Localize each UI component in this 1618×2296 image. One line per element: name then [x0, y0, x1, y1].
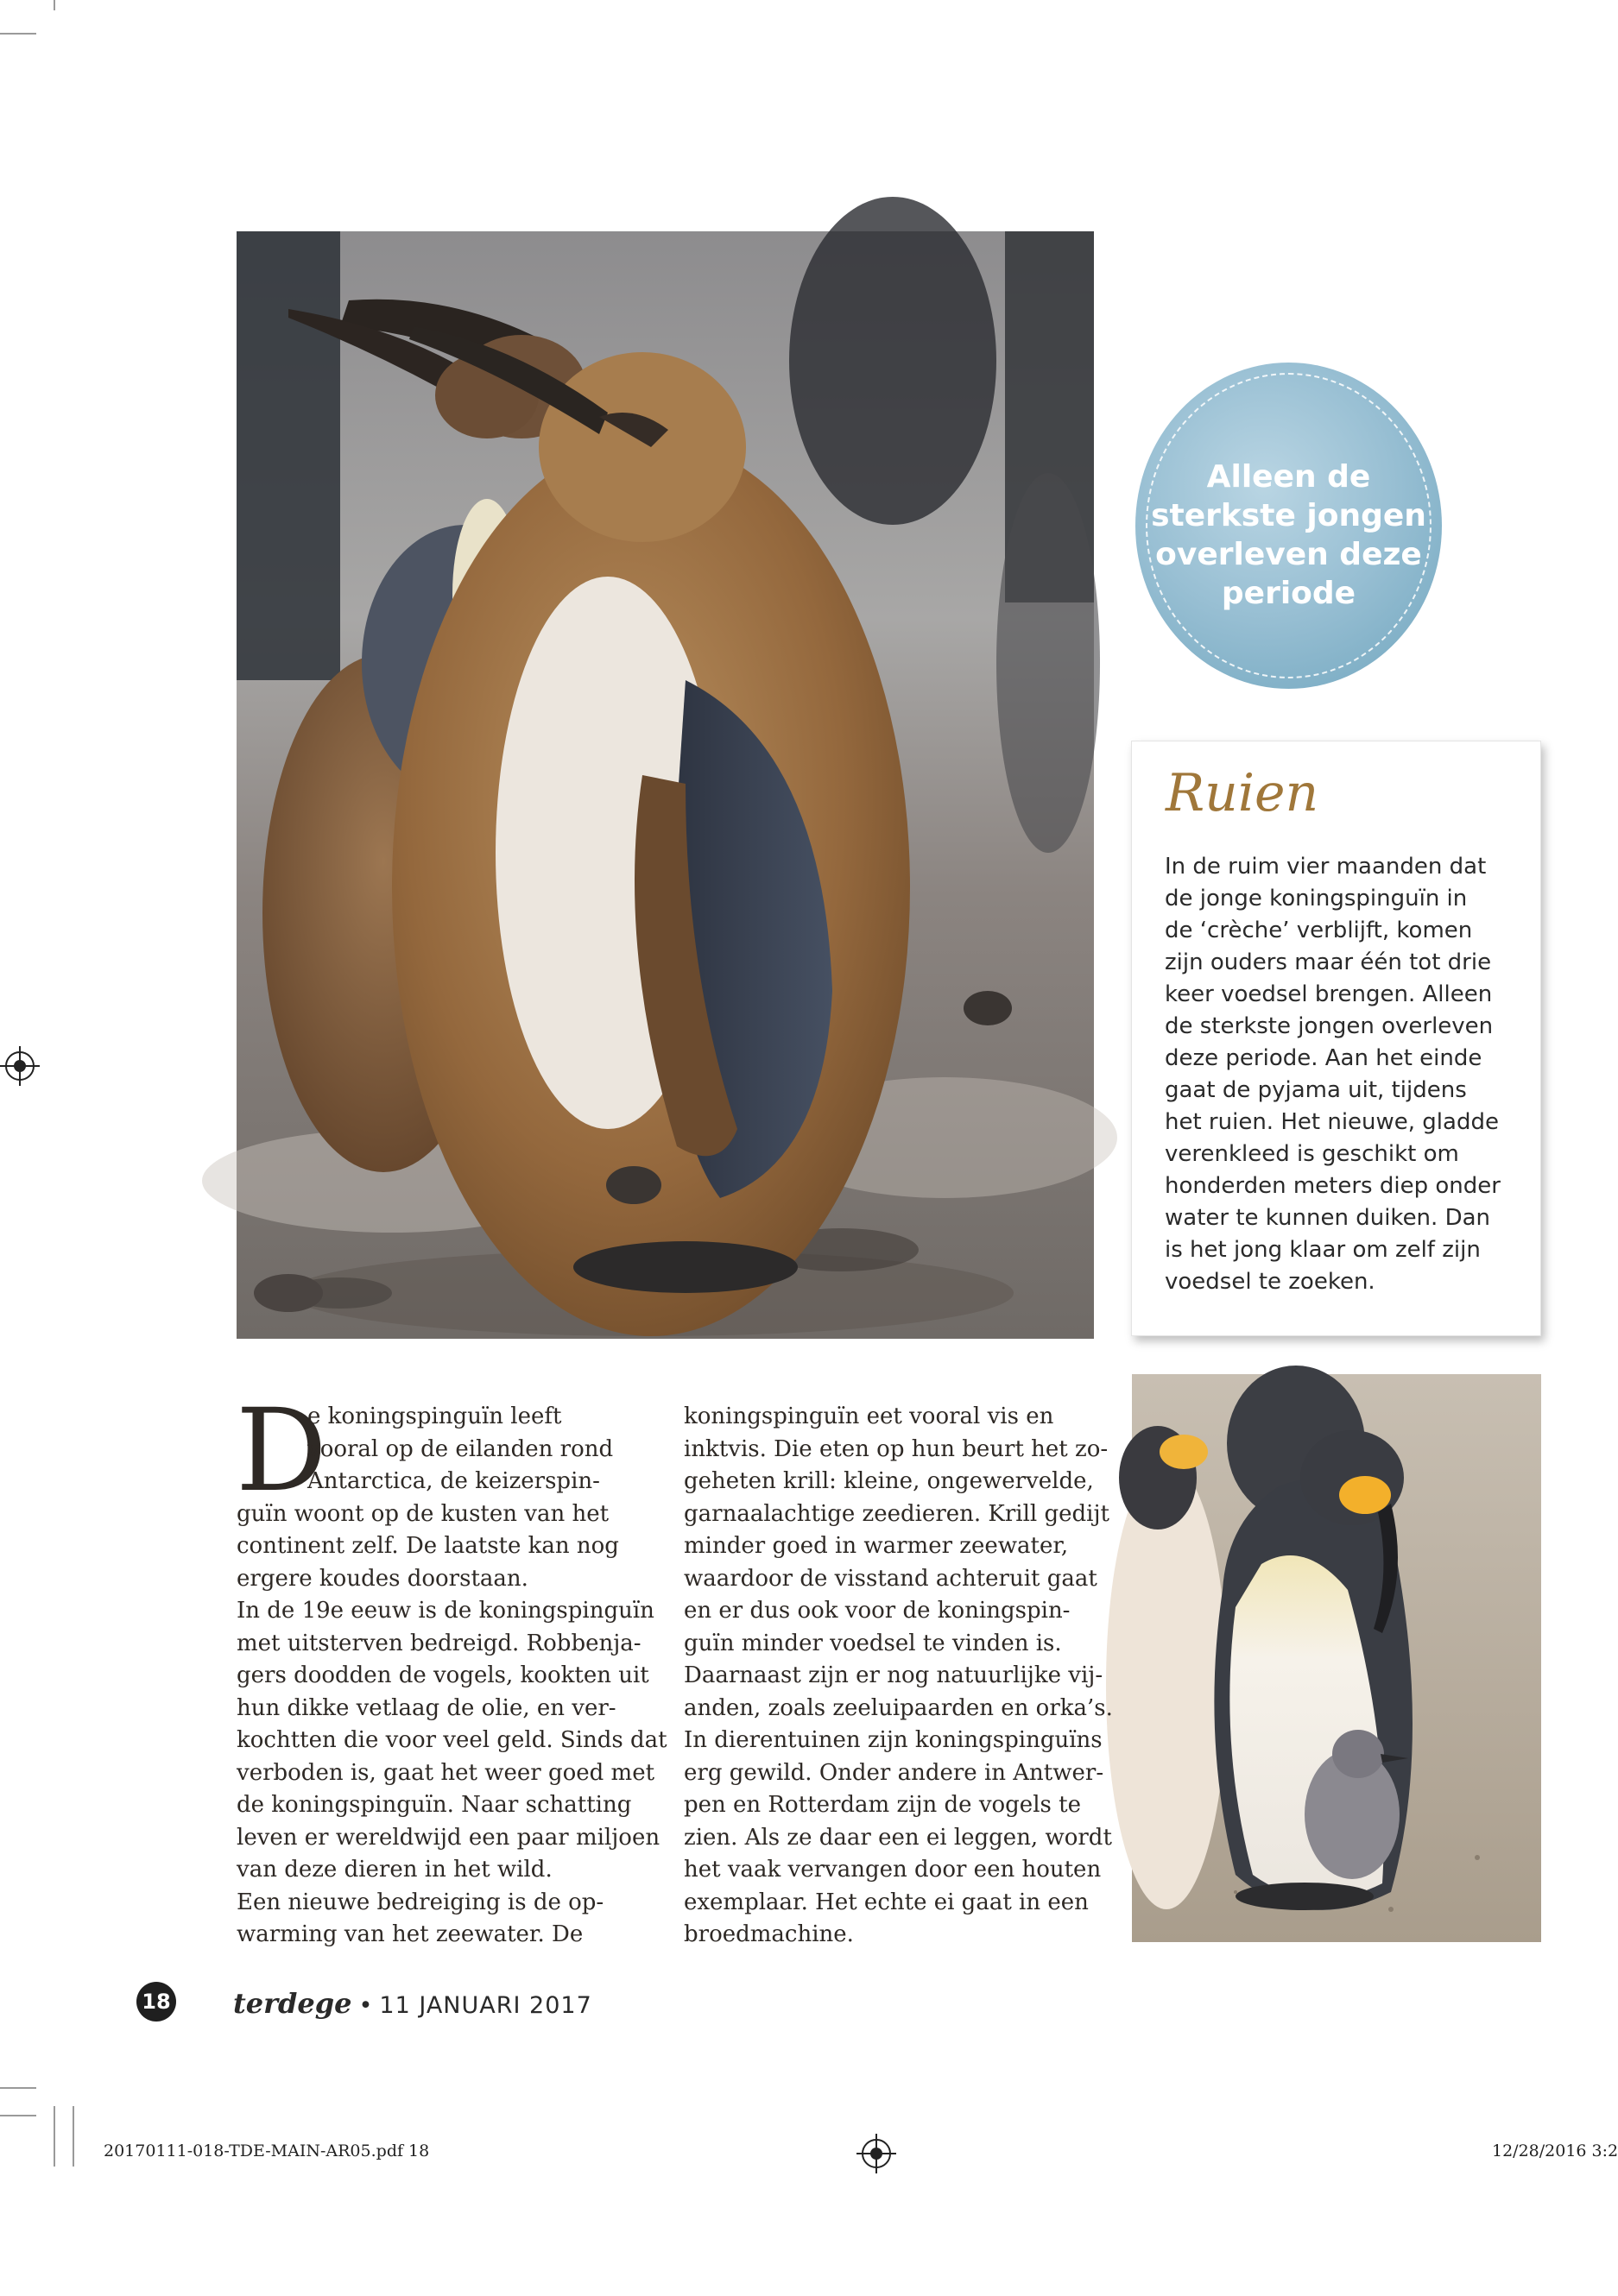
registration-mark-icon: [862, 2139, 891, 2168]
article-line: Een nieuwe bedreiging is de op-: [237, 1889, 604, 1915]
sidebar-line: de jonge koningspinguïn in: [1165, 886, 1468, 911]
article-column-2: [684, 1401, 1113, 1952]
sidebar-line: deze periode. Aan het einde: [1165, 1045, 1482, 1071]
article-line: van deze dieren in het wild.: [237, 1857, 553, 1883]
article-line: leven er wereldwijd een paar miljoen: [237, 1824, 660, 1851]
sidebar-title: Ruien: [1166, 763, 1319, 823]
article-line: broedmachine.: [684, 1921, 854, 1947]
pull-quote-line: periode: [1221, 576, 1356, 611]
folio-separator: •: [358, 1992, 373, 2019]
article-line: waardoor de visstand achteruit gaat: [684, 1565, 1097, 1592]
adult-penguin-photo: [1132, 1374, 1541, 1942]
pull-quote-line: Alleen de: [1206, 459, 1371, 495]
article-line: koningspinguïn eet vooral vis en: [684, 1403, 1054, 1429]
pull-quote-line: overleven deze: [1155, 537, 1422, 572]
article-line: kochtten die voor veel geld. Sinds dat: [237, 1727, 667, 1753]
article-line: In de 19e eeuw is de koningspinguïn: [237, 1598, 654, 1624]
main-penguin-photo: [237, 231, 1094, 1339]
sidebar-line: de ‘crèche’ verblijft, komen: [1165, 918, 1473, 943]
article-line: warming van het zeewater. De: [237, 1921, 584, 1947]
sidebar-line: water te kunnen duiken. Dan: [1165, 1205, 1490, 1231]
article-line: inktvis. Die eten op hun beurt het zo-: [684, 1435, 1109, 1462]
sidebar-line: voedsel te zoeken.: [1165, 1269, 1375, 1295]
article-line: geheten krill: kleine, ongewervelde,: [684, 1468, 1094, 1494]
sidebar-line: is het jong klaar om zelf zijn: [1165, 1237, 1481, 1263]
sidebar-line: verenkleed is geschikt om: [1165, 1141, 1459, 1167]
article-line: garnaalachtige zeedieren. Krill gedijt: [684, 1500, 1109, 1527]
article-line: continent zelf. De laatste kan nog: [237, 1533, 619, 1559]
issue-date: 11 JANUARI 2017: [379, 1992, 592, 2019]
crop-mark: [54, 0, 55, 10]
article-column-1-intro: [307, 1401, 613, 1498]
sidebar-line: zijn ouders maar één tot drie: [1165, 949, 1492, 975]
article-line: erg gewild. Onder andere in Antwer-: [684, 1759, 1104, 1786]
article-line: verboden is, gaat het weer goed met: [237, 1759, 655, 1786]
article-line: anden, zoals zeeluipaarden en orka’s.: [684, 1694, 1113, 1721]
registration-mark-icon: [5, 1051, 35, 1081]
article-line: en er dus ook voor de koningspin-: [684, 1598, 1071, 1624]
article-line: Antarctica, de keizerspin-: [307, 1468, 600, 1494]
magazine-name: terdege: [233, 1987, 352, 2020]
crop-mark: [0, 2087, 36, 2089]
page-number: 18: [136, 1982, 176, 2022]
article-line: minder goed in warmer zeewater,: [684, 1533, 1069, 1559]
article-column-1: [237, 1498, 667, 1952]
article-line: guïn minder voedsel te vinden is.: [684, 1630, 1062, 1656]
article-line: e koningspinguïn leeft: [307, 1403, 562, 1429]
folio: [233, 1987, 592, 2020]
print-slug-filename: 20170111-018-TDE-MAIN-AR05.pdf 18: [104, 2141, 430, 2160]
article-line: met uitsterven bedreigd. Robbenja-: [237, 1630, 642, 1656]
article-line: pen en Rotterdam zijn de vogels te: [684, 1792, 1081, 1818]
article-line: guïn woont op de kusten van het: [237, 1500, 610, 1527]
article-line: zien. Als ze daar een ei leggen, wordt: [684, 1824, 1112, 1851]
crop-mark: [0, 33, 36, 35]
article-line: Daarnaast zijn er nog natuurlijke vij-: [684, 1662, 1103, 1688]
sidebar-line: gaat de pyjama uit, tijdens: [1165, 1077, 1467, 1103]
article-line: het vaak vervangen door een houten: [684, 1857, 1102, 1883]
sidebar-body: [1165, 851, 1527, 1298]
pull-quote: [1140, 457, 1438, 613]
sidebar-line: In de ruim vier maanden dat: [1165, 854, 1487, 880]
print-slug-timestamp: 12/28/2016 3:2: [1492, 2141, 1618, 2160]
article-line: vooral op de eilanden rond: [307, 1435, 614, 1462]
crop-mark: [73, 2106, 74, 2167]
dropcap: D: [236, 1385, 327, 1517]
article-line: In dierentuinen zijn koningspinguïns: [684, 1727, 1103, 1753]
article-line: hun dikke vetlaag de olie, en ver-: [237, 1694, 616, 1721]
pull-quote-line: sterkste jongen: [1151, 498, 1426, 533]
sidebar-line: honderden meters diep onder: [1165, 1173, 1501, 1199]
article-line: de koningspinguïn. Naar schatting: [237, 1792, 632, 1818]
sidebar-line: keer voedsel brengen. Alleen: [1165, 981, 1493, 1007]
article-line: gers doodden de vogels, kookten uit: [237, 1662, 649, 1688]
sidebar-line: de sterkste jongen overleven: [1165, 1013, 1494, 1039]
crop-mark: [54, 2106, 55, 2167]
sidebar-line: het ruien. Het nieuwe, gladde: [1165, 1109, 1499, 1135]
article-line: exemplaar. Het echte ei gaat in een: [684, 1889, 1089, 1915]
crop-mark: [0, 2115, 36, 2116]
article-line: ergere koudes doorstaan.: [237, 1565, 528, 1592]
